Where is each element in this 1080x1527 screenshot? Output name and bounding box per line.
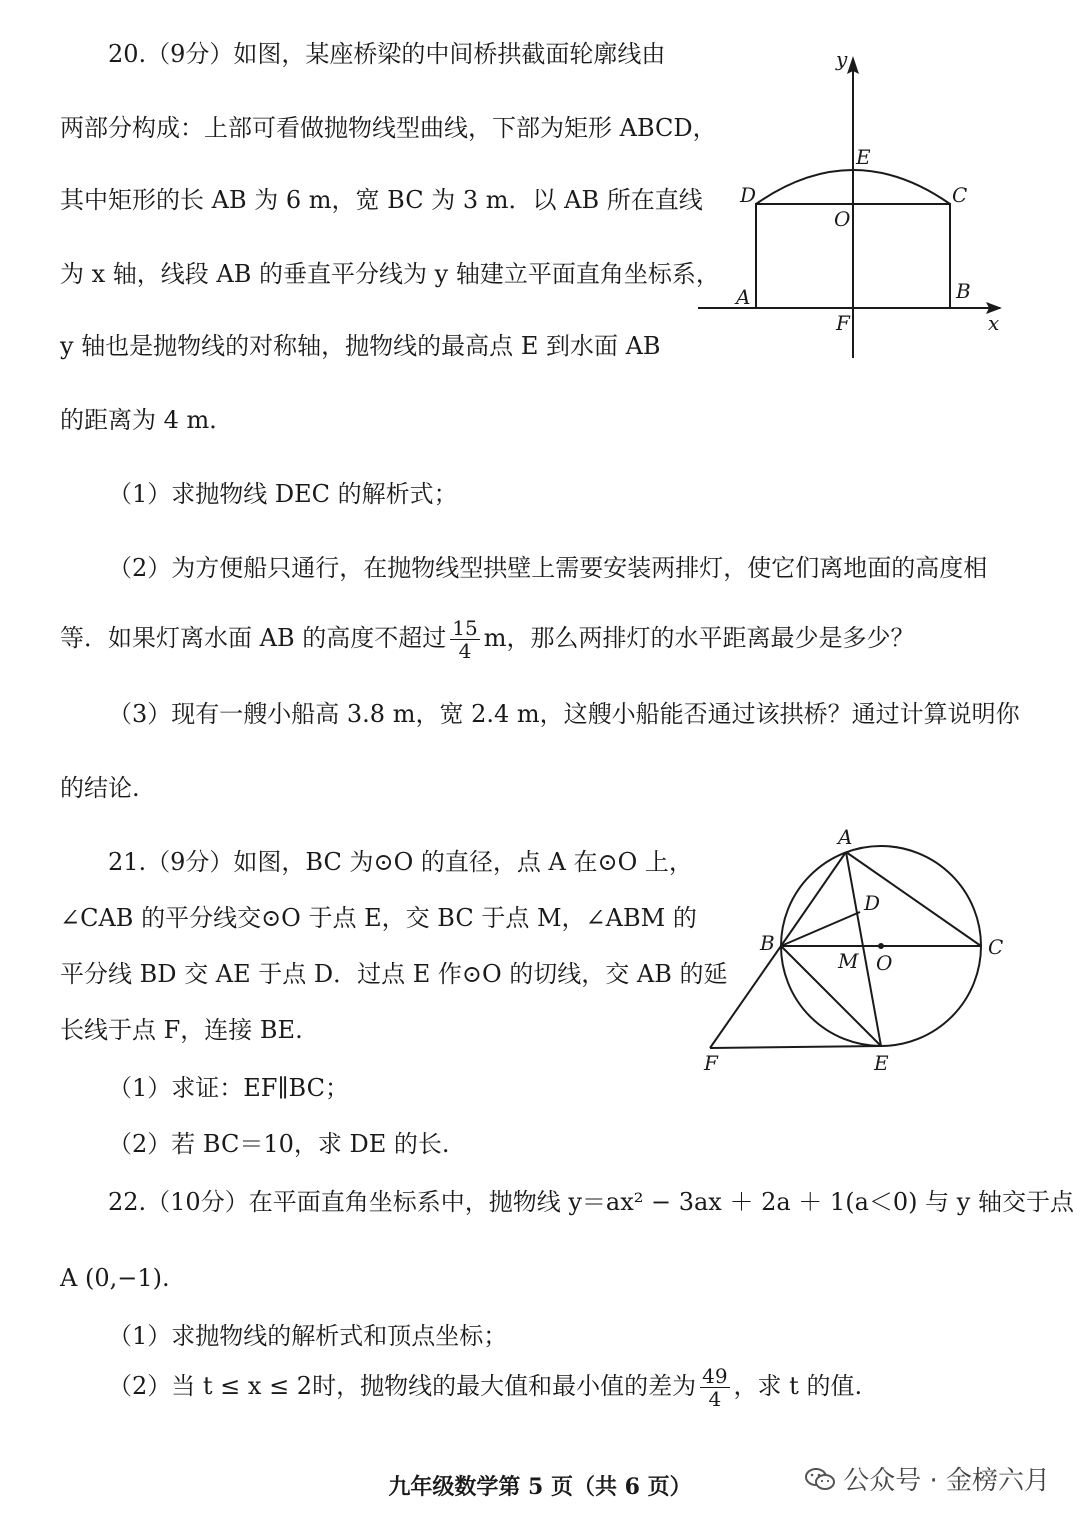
- q21-line-2: ∠CAB 的平分线交⊙O 于点 E，交 BC 于点 M，∠ABM 的: [60, 904, 697, 932]
- q20-figure: [690, 40, 1020, 370]
- q20-part-3a: （3）现有一艘小船高 3.8 m，宽 2.4 m，这艘小船能否通过该拱桥？通过计算说明你: [108, 700, 1020, 728]
- q21-line-4: 长线于点 F，连接 BE.: [60, 1016, 303, 1044]
- label-m: M: [838, 949, 859, 973]
- label-o: O: [834, 207, 851, 231]
- label-d: D: [740, 183, 757, 207]
- q20-line-6: 的距离为 4 m．: [60, 406, 234, 434]
- label-a: A: [736, 285, 751, 309]
- label-c: C: [952, 183, 968, 207]
- watermark: [805, 1460, 1050, 1497]
- center-point: [878, 943, 884, 949]
- label-f: F: [704, 1051, 718, 1075]
- q22-part-2-post: ，求 t 的值.: [733, 1372, 863, 1400]
- label-e: E: [856, 145, 871, 169]
- q20-line-4: 为 x 轴，线段 AB 的垂直平分线为 y 轴建立平面直角坐标系，: [60, 260, 720, 288]
- label-a: A: [838, 825, 853, 849]
- label-e: E: [874, 1051, 889, 1075]
- q21-figure: [690, 820, 1030, 1080]
- q21-part-2: （2）若 BC＝10，求 DE 的长.: [108, 1130, 450, 1158]
- watermark-text: 公众号 · 金榜六月: [843, 1466, 1050, 1496]
- q21-line-1: 21.（9分）如图，BC 为⊙O 的直径，点 A 在⊙O 上，: [108, 848, 693, 876]
- fraction-numerator: 15: [452, 616, 478, 640]
- label-y: y: [836, 47, 848, 71]
- fraction-denominator: 4: [708, 1387, 722, 1411]
- fraction-numerator: 49: [702, 1364, 728, 1388]
- q20-part-2b-post: m，那么两排灯的水平距离最少是多少？: [483, 624, 915, 652]
- fraction-49-4: [700, 1365, 729, 1410]
- q21-part-1: （1）求证：EF∥BC；: [108, 1074, 349, 1102]
- q20-part-2b: [60, 616, 914, 662]
- segment-bf: [710, 946, 781, 1048]
- label-c: C: [988, 935, 1004, 959]
- q22-part-2: [108, 1364, 862, 1410]
- q20-line-2: 两部分构成：上部可看做抛物线型曲线，下部为矩形 ABCD，: [60, 114, 717, 142]
- q20-line-1: 20.（9分）如图，某座桥梁的中间桥拱截面轮廓线由: [108, 40, 666, 68]
- label-b: B: [956, 279, 971, 303]
- label-x: x: [988, 311, 1000, 335]
- label-b: B: [760, 931, 775, 955]
- q22-line-1: 22.（10分）在平面直角坐标系中，抛物线 y＝ax² − 3ax ＋ 2a ＋ 1(a＜0) 与 y 轴交于点: [108, 1188, 1074, 1216]
- q20-line-5: y 轴也是抛物线的对称轴，抛物线的最高点 E 到水面 AB: [60, 332, 661, 360]
- q22-part-1: （1）求抛物线的解析式和顶点坐标；: [108, 1322, 508, 1350]
- q20-part-2a: （2）为方便船只通行，在抛物线型拱壁上需要安装两排灯，使它们离地面的高度相: [108, 554, 988, 582]
- page-footer: 九年级数学第 5 页（共 6 页）: [388, 1474, 692, 1500]
- tangent-fe: [710, 1046, 881, 1048]
- q22-line-2: A (0,−1).: [60, 1264, 170, 1292]
- fraction-15-4: [450, 617, 479, 662]
- label-d: D: [864, 891, 881, 915]
- fraction-denominator: 4: [458, 639, 472, 663]
- q20-line-3: 其中矩形的长 AB 为 6 m，宽 BC 为 3 m．以 AB 所在直线: [60, 186, 703, 214]
- wechat-icon: [805, 1467, 835, 1491]
- q22-part-2-pre: （2）当 t ≤ x ≤ 2时，抛物线的最大值和最小值的差为: [108, 1372, 697, 1400]
- label-o: O: [876, 951, 893, 975]
- q20-part-2b-pre: 等．如果灯离水面 AB 的高度不超过: [60, 624, 447, 652]
- q20-part-3b: 的结论.: [60, 774, 140, 802]
- q20-part-1: （1）求抛物线 DEC 的解析式；: [108, 480, 458, 508]
- q21-line-3: 平分线 BD 交 AE 于点 D．过点 E 作⊙O 的切线，交 AB 的延: [60, 960, 728, 988]
- label-f: F: [836, 311, 850, 335]
